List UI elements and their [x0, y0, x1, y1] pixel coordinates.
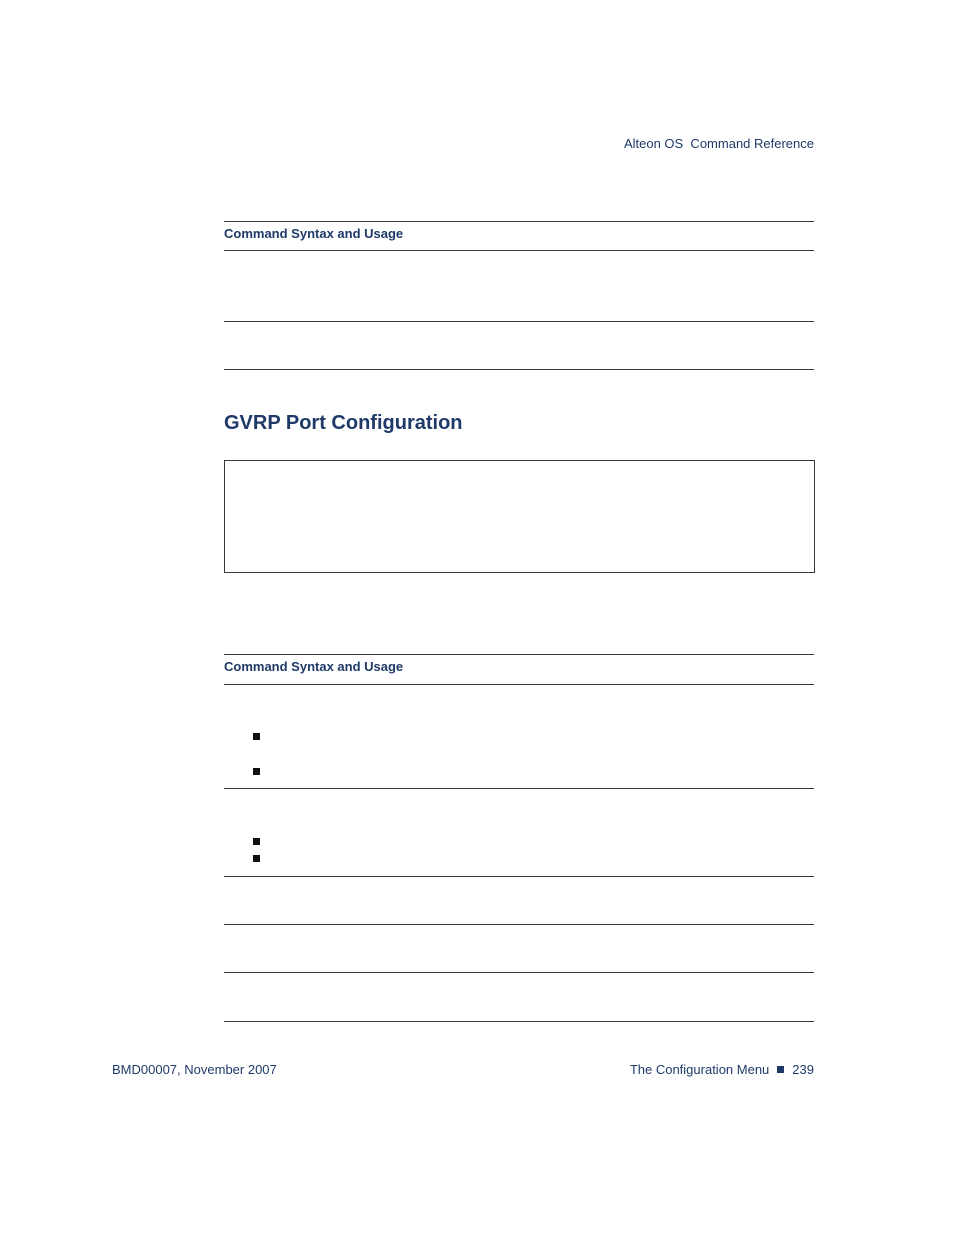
table-top-rule	[224, 221, 814, 222]
bullet-marker	[253, 733, 260, 740]
bullet-marker	[253, 768, 260, 775]
table-heading: Command Syntax and Usage	[224, 659, 404, 674]
bullet-marker	[253, 838, 260, 845]
table-row-rule	[224, 876, 814, 877]
table-top-rule	[224, 654, 814, 655]
table-bottom-rule	[224, 369, 814, 370]
table-heading: Command Syntax and Usage	[224, 226, 404, 241]
table-bottom-rule	[224, 1021, 814, 1022]
footer-chapter: The Configuration Menu	[629, 1062, 770, 1077]
footer-page-number: 239	[792, 1062, 814, 1077]
table-row-rule	[224, 924, 814, 925]
command-menu-box	[224, 460, 815, 573]
running-header: Alteon OS Command Reference	[623, 136, 814, 151]
table-header-rule	[224, 250, 814, 251]
footer-doc-id: BMD00007, November 2007	[112, 1062, 277, 1077]
section-title: GVRP Port Configuration	[224, 412, 463, 434]
table-header-rule	[224, 684, 814, 685]
table-row-rule	[224, 972, 814, 973]
bullet-marker	[253, 855, 260, 862]
table-row-rule	[224, 788, 814, 789]
footer-separator-square	[777, 1066, 784, 1073]
table-row-rule	[224, 321, 814, 322]
footer-page-info	[630, 1062, 814, 1077]
